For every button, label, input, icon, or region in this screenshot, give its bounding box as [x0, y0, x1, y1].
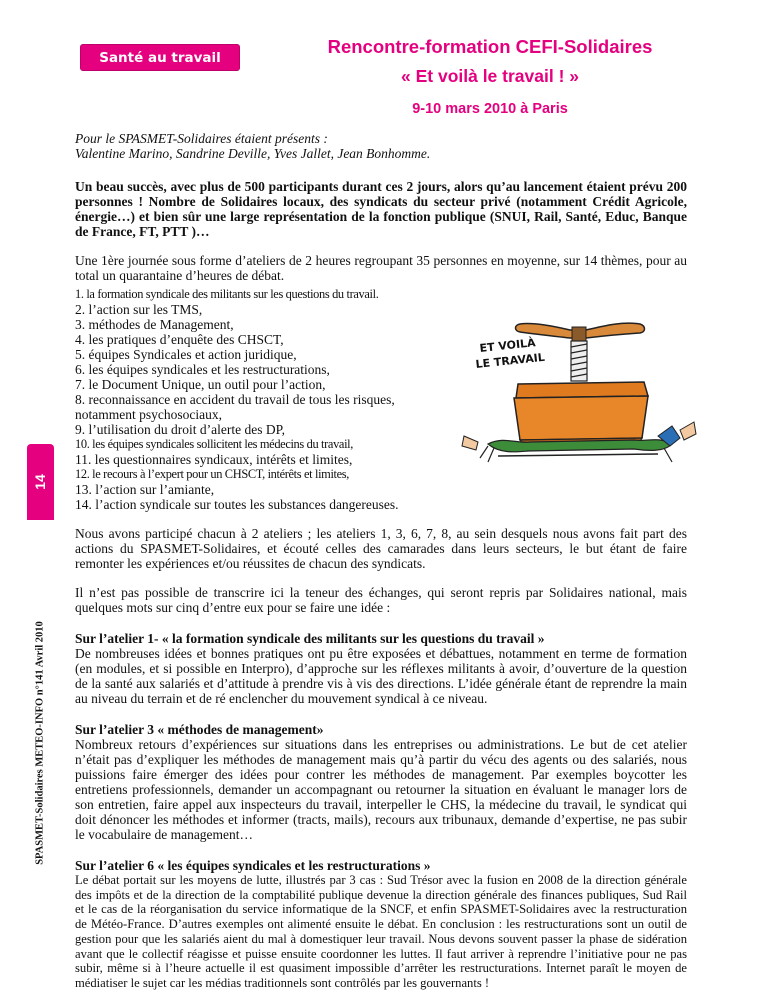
list-item: 14. l’action syndicale sur toutes les substances dangereuses.: [75, 497, 399, 512]
section-body: Le débat portait sur les moyens de lutte, illustrés par 3 cas : Sud Trésor avec la fusion en 2008 de la direction générale des impôts et de la direction de la comptabilité publique devenue la direction générale des finances publiques, Sud Rail et le cas de la réorganisation du service informatique de la SNCF, et enfin SPASMET-Solidaires avec la restructuration de Météo-France. D’autres exemples ont alimenté ensuite le débat. En conclusion : les restructurations sont un outil de gestion pour que les salariés aient du mal à domestiquer leur travail. Nous devons souvent passer la phase de sidération avant que le collectif réagisse et puisse ensuite coordonner les luttes. Il faut arriver à reprendre l’initiative pour ne pas subir, même si à l’heure actuelle il est quasiment impossible d’arrêter les restructurations. Internet paraît le moyen de médiatiser le sujet car les médias traditionnels sont contrôlés par les gouvernants !: [75, 873, 687, 990]
article-subtitle: « Et voilà le travail ! »: [401, 66, 579, 86]
list-item: 11. les questionnaires syndicaux, intérêts et limites,: [75, 452, 353, 467]
section-title: Sur l’atelier 6 « les équipes syndicales et les restructurations »: [75, 858, 431, 873]
list-item: 10. les équipes syndicales sollicitent les médecins du travail,: [75, 437, 354, 451]
list-item: 13. l’action sur l’amiante,: [75, 482, 215, 497]
list-item: 4. les pratiques d’enquête des CHSCT,: [75, 332, 284, 347]
list-item: 6. les équipes syndicales et les restructurations,: [75, 362, 330, 377]
list-item: 9. l’utilisation du droit d’alerte des DP,: [75, 422, 285, 437]
list-item: 8. reconnaissance en accident du travail de tous les risques, notamment psychosociaux,: [75, 392, 395, 422]
section-body: De nombreuses idées et bonnes pratiques ont pu être exposées et débattues, notamment en terme de formation (en modules, et si possible en Interpro), d’approche sur les réflexes militants à avoir, d’ouverture de la question de la santé aux salariés et d’attitude à prendre vis à vis des directions. L’idée générale étant de reprendre la main au niveau du terrain et de ré enclencher du mouvement syndical à ce niveau.: [75, 646, 687, 706]
participation-paragraph: Nous avons participé chacun à 2 ateliers ; les ateliers 1, 3, 6, 7, 8, au sein desquels nous avons fait part des actions du SPASMET-Solidaires, et écouté celles des camarades dans leurs secteurs, le but étant de faire remonter les expériences et/ou réussites de chacun des syndicats.: [75, 526, 687, 571]
lead-paragraph: Un beau succès, avec plus de 500 participants durant ces 2 jours, alors qu’au lancement étaient prévu 200 personnes ! Nombre de Solidaires locaux, des syndicats du secteur privé (notamment Crédit Agricole, énergie…) et bien sûr une large représentation de la fonction publique (SNUI, Rail, Santé, Educ, Banque de France, FT, PTT )…: [75, 179, 687, 239]
section-badge: Santé au travail: [80, 44, 240, 71]
cartoon-text-1: ET VOILÀ: [478, 336, 537, 355]
section-title: Sur l’atelier 3 « méthodes de management»: [75, 722, 324, 737]
cartoon-text-2: LE TRAVAIL: [474, 350, 546, 371]
list-item: 5. équipes Syndicales et action juridique,: [75, 347, 297, 362]
list-item: 1. la formation syndicale des militants sur les questions du travail.: [75, 287, 379, 301]
themes-list: [75, 287, 450, 512]
event-date: 9-10 mars 2010 à Paris: [412, 101, 568, 117]
list-item: 12. le recours à l’expert pour un CHSCT, intérêts et limites,: [75, 467, 350, 481]
transcribe-paragraph: Il n’est pas possible de transcrire ici la teneur des échanges, qui seront repris par Solidaires national, mais quelques mots sur cinq d’entre eux pour se faire une idée :: [75, 585, 687, 615]
day1-paragraph: Une 1ère journée sous forme d’ateliers de 2 heures regroupant 35 personnes en moyenne, sur 14 thèmes, pour au total un quarantaine d’heures de débat.: [75, 253, 687, 283]
section-title: Sur l’atelier 1- « la formation syndicale des militants sur les questions du travail »: [75, 631, 545, 646]
list-item: 7. le Document Unique, un outil pour l’action,: [75, 377, 326, 392]
attendees-names: Valentine Marino, Sandrine Deville, Yves Jallet, Jean Bonhomme.: [75, 146, 431, 161]
page-number: 14: [32, 474, 48, 490]
list-item: 3. méthodes de Management,: [75, 317, 234, 332]
article-title: Rencontre-formation CEFI-Solidaires: [327, 36, 653, 57]
article-body: [75, 131, 687, 991]
attendees-intro: Pour le SPASMET-Solidaires étaient présents :: [75, 131, 328, 146]
section-body: Nombreux retours d’expériences sur situations dans les entreprises ou administrations. Le but de cet atelier n’était pas d’expliquer les méthodes de management mais qu’à partir du vécu des agents ou des salariés, nous puissions faire émerger des idées pour contrer les méthodes de management. Par exemples boycotter les entretiens professionnels, demander un accompagnant ou retourner la situation en évaluant le manager lors de son entretien, faire appel aux inspecteurs du travail, interpeller le CHS, la médecine du travail, le syndicat qui doit dénoncer les méthodes et informer (tracts, mails), recours aux tribunaux, demande d’expertise, ne pas subir le vocabulaire de management…: [75, 737, 687, 842]
publication-label: SPASMET-Solidaires METEO-INFO n°141 Avril 2010: [34, 621, 46, 865]
list-item: 2. l’action sur les TMS,: [75, 302, 203, 317]
